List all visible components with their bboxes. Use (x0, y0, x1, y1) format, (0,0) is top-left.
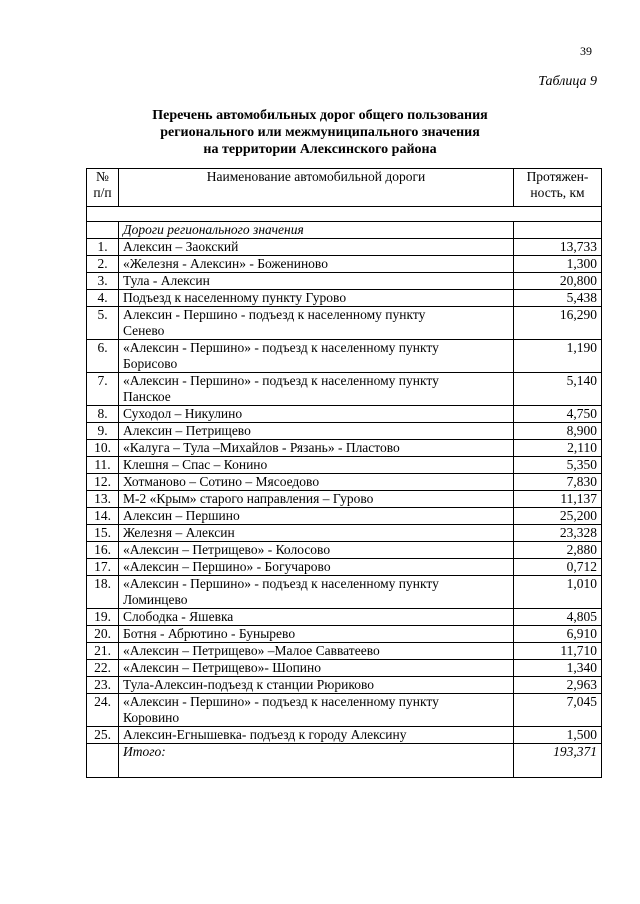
row-number: 13. (87, 491, 119, 508)
table-row (87, 239, 602, 256)
road-length: 7,045 (514, 694, 602, 727)
road-length: 20,800 (514, 273, 602, 290)
row-number: 3. (87, 273, 119, 290)
section-row (87, 222, 602, 239)
row-number: 2. (87, 256, 119, 273)
road-name-line: Тула - Алексин (123, 273, 210, 288)
road-name-line: Сенево (123, 323, 165, 338)
table-row (87, 273, 602, 290)
road-name-line: «Алексин – Петрищево» - Колосово (123, 542, 331, 557)
road-name-line: Алексин – Першино (123, 508, 240, 523)
road-length: 5,140 (514, 373, 602, 406)
road-name-line: «Калуга – Тула –Михайлов - Рязань» - Пластово (123, 440, 400, 455)
road-length: 2,880 (514, 542, 602, 559)
table-row (87, 677, 602, 694)
road-length: 1,190 (514, 340, 602, 373)
road-name-line: «Алексин – Першино» - Богучарово (123, 559, 331, 574)
header-number: № п/п (87, 169, 119, 207)
table-row (87, 694, 602, 727)
row-number: 8. (87, 406, 119, 423)
table-row (87, 457, 602, 474)
road-name-line: Алексин – Петрищево (123, 423, 251, 438)
road-length: 4,805 (514, 609, 602, 626)
road-length: 16,290 (514, 307, 602, 340)
road-name-line: Клешня – Спас – Конино (123, 457, 268, 472)
road-name-line: Алексин-Егнышевка- подъезд к городу Алексину (123, 727, 407, 742)
road-name (119, 256, 514, 273)
row-number: 18. (87, 576, 119, 609)
table-row (87, 508, 602, 525)
row-number: 19. (87, 609, 119, 626)
table-row (87, 525, 602, 542)
page-number: 39 (580, 44, 592, 58)
total-label: Итого: (119, 744, 514, 778)
table-row (87, 542, 602, 559)
row-number: 24. (87, 694, 119, 727)
table-row (87, 727, 602, 744)
table-row (87, 474, 602, 491)
road-length: 8,900 (514, 423, 602, 440)
table-row (87, 373, 602, 406)
road-name (119, 576, 514, 609)
road-name-line: «Алексин – Петрищево»- Шопино (123, 660, 322, 675)
table-row (87, 559, 602, 576)
road-name-line: М-2 «Крым» старого направления – Гурово (123, 491, 374, 506)
road-length: 5,350 (514, 457, 602, 474)
road-name (119, 542, 514, 559)
road-name (119, 239, 514, 256)
road-name (119, 423, 514, 440)
row-number: 17. (87, 559, 119, 576)
table-row (87, 626, 602, 643)
road-name (119, 626, 514, 643)
road-name-line: Коровино (123, 710, 180, 725)
road-name-line: Железня – Алексин (123, 525, 235, 540)
title-line: Перечень автомобильных дорог общего пользования (152, 108, 488, 123)
road-name (119, 273, 514, 290)
row-number: 25. (87, 727, 119, 744)
title-line: регионального или межмуниципального значения (160, 125, 480, 140)
table-header-row (87, 169, 602, 207)
road-name-line: Тула-Алексин-подъезд к станции Рюриково (123, 677, 374, 692)
road-name-line: «Алексин - Першино» - подъезд к населенному пункту (123, 340, 439, 355)
road-name (119, 406, 514, 423)
road-length: 5,438 (514, 290, 602, 307)
spacer-row (87, 207, 602, 222)
row-number: 7. (87, 373, 119, 406)
road-name (119, 340, 514, 373)
road-name-line: Подъезд к населенному пункту Гурово (123, 290, 347, 305)
road-length: 11,710 (514, 643, 602, 660)
road-name-line: Слободка - Яшевка (123, 609, 234, 624)
road-name (119, 491, 514, 508)
row-number: 4. (87, 290, 119, 307)
road-name (119, 660, 514, 677)
row-number: 6. (87, 340, 119, 373)
table-row (87, 643, 602, 660)
road-name-line: «Алексин - Першино» - подъезд к населенному пункту (123, 373, 439, 388)
road-name-line: Хотманово – Сотино – Мясоедово (123, 474, 320, 489)
header-length: Протяжен- ность, км (514, 169, 602, 207)
road-length: 4,750 (514, 406, 602, 423)
table-row (87, 256, 602, 273)
road-length: 11,137 (514, 491, 602, 508)
total-row (87, 744, 602, 778)
road-name (119, 307, 514, 340)
road-length: 2,110 (514, 440, 602, 457)
road-name (119, 474, 514, 491)
table-label: Таблица 9 (538, 74, 597, 89)
document-title (60, 107, 580, 158)
row-number: 16. (87, 542, 119, 559)
table-row (87, 406, 602, 423)
row-number: 20. (87, 626, 119, 643)
road-name (119, 457, 514, 474)
road-name (119, 373, 514, 406)
row-number: 10. (87, 440, 119, 457)
road-length: 1,340 (514, 660, 602, 677)
road-name-line: Суходол – Никулино (123, 406, 243, 421)
road-name (119, 727, 514, 744)
road-length: 1,010 (514, 576, 602, 609)
row-number: 15. (87, 525, 119, 542)
row-number: 1. (87, 239, 119, 256)
road-length: 2,963 (514, 677, 602, 694)
road-name-line: «Алексин - Першино» - подъезд к населенному пункту (123, 694, 439, 709)
road-name (119, 440, 514, 457)
road-length: 6,910 (514, 626, 602, 643)
road-length: 7,830 (514, 474, 602, 491)
roads-table (86, 168, 602, 778)
row-number: 21. (87, 643, 119, 660)
row-number: 12. (87, 474, 119, 491)
row-number: 9. (87, 423, 119, 440)
header-road-name: Наименование автомобильной дороги (119, 169, 514, 207)
table-row (87, 307, 602, 340)
road-name (119, 559, 514, 576)
road-name (119, 609, 514, 626)
title-line: на территории Алексинского района (203, 142, 437, 157)
road-name (119, 643, 514, 660)
table-row (87, 576, 602, 609)
road-name-line: Ботня - Абрютино - Бунырево (123, 626, 296, 641)
table-row (87, 609, 602, 626)
road-name-line: Ломинцево (123, 592, 188, 607)
road-name-line: Алексин - Першино - подъезд к населенному пункту (123, 307, 426, 322)
road-name (119, 694, 514, 727)
road-name (119, 525, 514, 542)
table-row (87, 660, 602, 677)
road-length: 1,500 (514, 727, 602, 744)
row-number: 22. (87, 660, 119, 677)
road-name-line: «Алексин - Першино» - подъезд к населенному пункту (123, 576, 439, 591)
row-number: 5. (87, 307, 119, 340)
total-length: 193,371 (514, 744, 602, 778)
road-length: 1,300 (514, 256, 602, 273)
road-name-line: «Железня - Алексин» - Боженинoво (123, 256, 328, 271)
section-label: Дороги регионального значения (119, 222, 514, 239)
road-name-line: Борисово (123, 356, 178, 371)
road-name-line: Панское (123, 389, 171, 404)
row-number: 11. (87, 457, 119, 474)
table-row (87, 423, 602, 440)
table-row (87, 440, 602, 457)
table-row (87, 340, 602, 373)
table-row (87, 491, 602, 508)
table-row (87, 290, 602, 307)
road-name (119, 677, 514, 694)
road-length: 0,712 (514, 559, 602, 576)
road-name-line: «Алексин – Петрищево» –Малое Савватеево (123, 643, 380, 658)
road-name-line: Алексин – Заокский (123, 239, 239, 254)
row-number: 23. (87, 677, 119, 694)
road-name (119, 290, 514, 307)
road-length: 23,328 (514, 525, 602, 542)
road-length: 25,200 (514, 508, 602, 525)
road-name (119, 508, 514, 525)
road-length: 13,733 (514, 239, 602, 256)
row-number: 14. (87, 508, 119, 525)
